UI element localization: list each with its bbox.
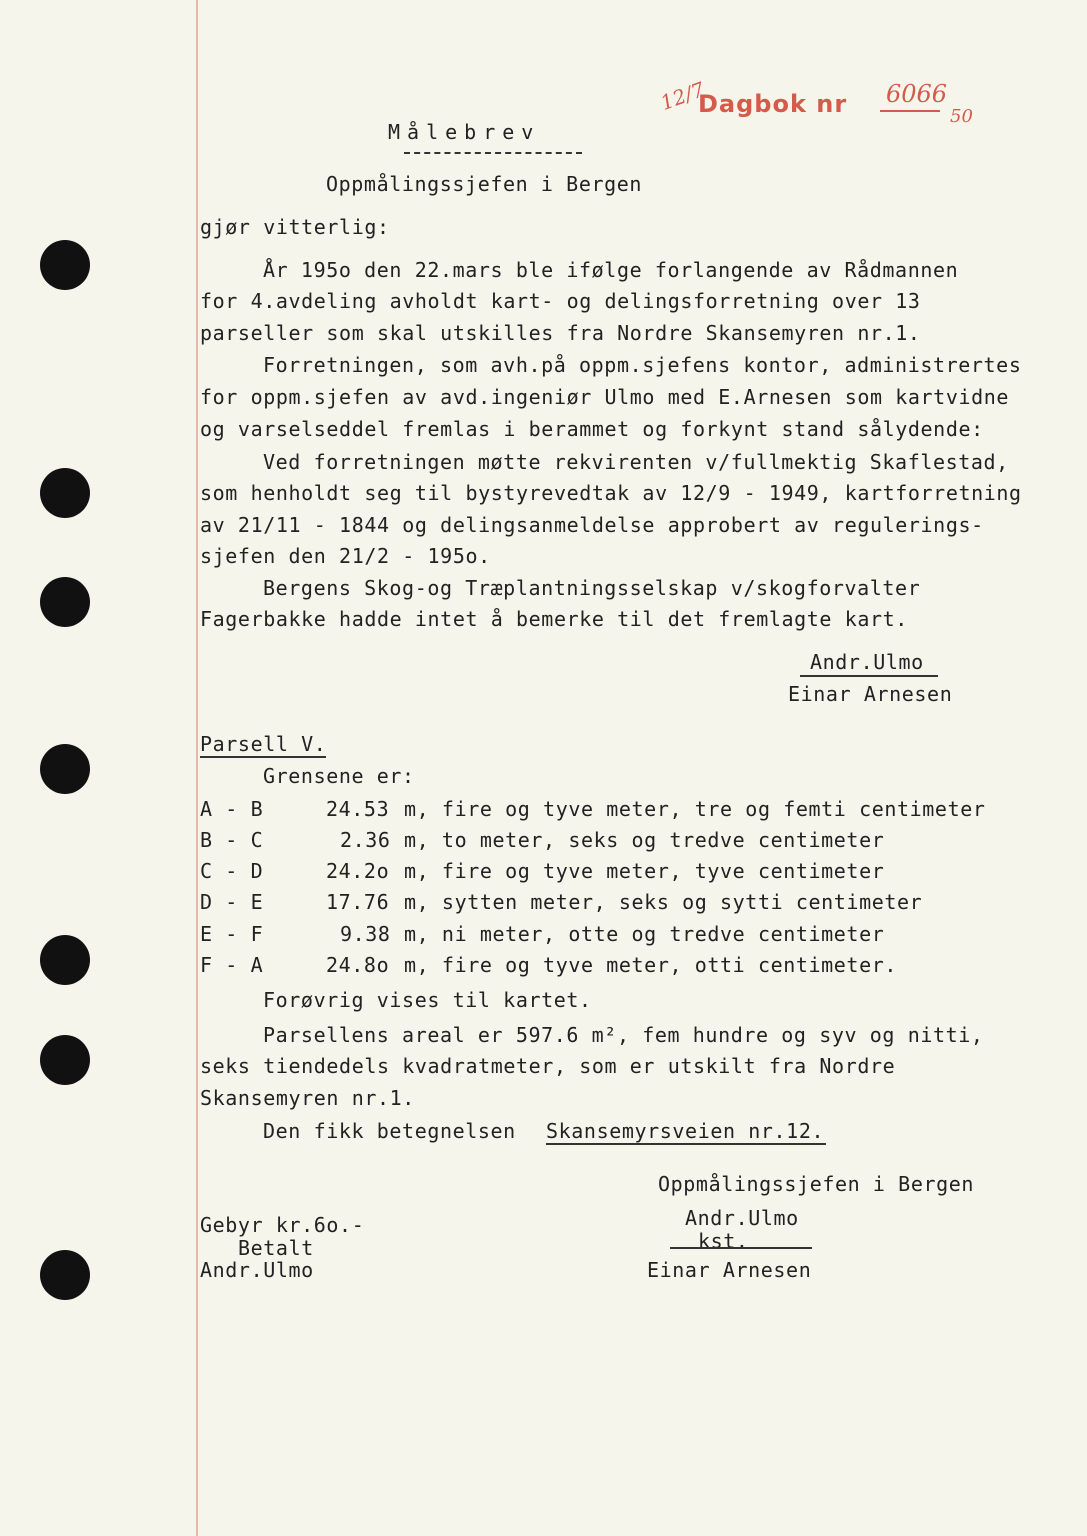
fee-line: Betalt: [238, 1236, 314, 1260]
signature-arnesen: Einar Arnesen: [788, 682, 953, 706]
fee-line: Andr.Ulmo: [200, 1258, 314, 1282]
boundary-text: m, fire og tyve meter, tyve centimeter: [404, 859, 885, 883]
boundary-segment: C - D: [200, 859, 264, 883]
stamp-underline: [880, 110, 940, 112]
boundary-text: m, ni meter, otte og tredve centimeter: [404, 922, 885, 946]
fee-line: Gebyr kr.6o.-: [200, 1213, 365, 1237]
signature-ulmo: Andr.Ulmo: [810, 650, 924, 674]
boundary-segment: E - F: [200, 922, 264, 946]
dagbok-stamp: [657, 77, 1000, 130]
area-line: Skansemyren nr.1.: [200, 1086, 415, 1110]
boundary-segment: B - C: [200, 828, 264, 852]
body-line: og varselseddel fremlas i berammet og forkynt stand sålydende:: [200, 417, 984, 441]
designation: Skansemyrsveien nr.12.: [546, 1119, 825, 1143]
boundary-length: 9.38: [340, 922, 391, 946]
body-line: for 4.avdeling avholdt kart- og delingsforretning over 13: [200, 289, 921, 313]
stamp-year: 50: [950, 106, 973, 127]
countersigner: Einar Arnesen: [647, 1258, 812, 1282]
body-line: År 195o den 22.mars ble ifølge forlangende av Rådmannen: [263, 258, 959, 282]
punch-hole: [40, 577, 90, 627]
punch-hole: [40, 1250, 90, 1300]
body-line: Fagerbakke hadde intet å bemerke til det fremlagte kart.: [200, 607, 908, 631]
boundary-text: m, fire og tyve meter, tre og femti centimeter: [404, 797, 986, 821]
body-line: Bergens Skog-og Træplantningsselskap v/skogforvalter: [263, 576, 921, 600]
parcel-heading: Parsell V.: [200, 732, 327, 756]
body-line: Forretningen, som avh.på oppm.sjefens kontor, administrertes: [263, 353, 1022, 377]
area-line: seks tiendedels kvadratmeter, som er utskilt fra Nordre: [200, 1054, 896, 1078]
map-note: Forøvrig vises til kartet.: [263, 988, 592, 1012]
body-line: av 21/11 - 1844 og delingsanmeldelse approbert av regulerings-: [200, 513, 984, 537]
stamp-number: 6066: [886, 80, 948, 108]
office-signature: Oppmålingssjefen i Bergen: [658, 1172, 975, 1196]
area-line: Parsellens areal er 597.6 m², fem hundre og syv og nitti,: [263, 1023, 984, 1047]
boundary-segment: A - B: [200, 797, 264, 821]
page-title: Målebrev: [388, 120, 541, 144]
boundary-segment: F - A: [200, 953, 264, 977]
boundary-text: m, sytten meter, seks og sytti centimeter: [404, 890, 923, 914]
stamp-date: 12/7: [657, 77, 708, 115]
signature-underline: [800, 675, 938, 677]
body-line: for oppm.sjefen av avd.ingeniør Ulmo med E.Arnesen som kartvidne: [200, 385, 1010, 409]
boundary-text: m, fire og tyve meter, otti centimeter.: [404, 953, 897, 977]
boundary-length: 17.76: [326, 890, 390, 914]
boundary-segment: D - E: [200, 890, 264, 914]
punch-hole: [40, 935, 90, 985]
punch-hole: [40, 744, 90, 794]
designation-underline: [546, 1143, 826, 1145]
body-line: som henholdt seg til bystyrevedtak av 12/9 - 1949, kartforretning: [200, 481, 1022, 505]
margin-line: [196, 0, 198, 1536]
kst-underline: [670, 1247, 812, 1249]
issuer: Oppmålingssjefen i Bergen: [326, 172, 643, 196]
punch-hole: [40, 468, 90, 518]
signer: Andr.Ulmo: [685, 1206, 799, 1230]
punch-hole: [40, 240, 90, 290]
parcel-heading-underline: [200, 756, 326, 758]
boundary-length: 24.8o: [326, 953, 390, 977]
body-line: Ved forretningen møtte rekvirenten v/fullmektig Skaflestad,: [263, 450, 1009, 474]
body-line: parseller som skal utskilles fra Nordre Skansemyren nr.1.: [200, 321, 921, 345]
intro: gjør vitterlig:: [200, 215, 390, 239]
kst: kst.: [698, 1229, 749, 1253]
boundaries-label: Grensene er:: [263, 764, 415, 788]
boundary-length: 2.36: [340, 828, 391, 852]
title-underline: [404, 152, 582, 154]
boundary-length: 24.53: [326, 797, 390, 821]
designation-prefix: Den fikk betegnelsen: [263, 1119, 516, 1143]
punch-hole: [40, 1035, 90, 1085]
boundary-text: m, to meter, seks og tredve centimeter: [404, 828, 885, 852]
body-line: sjefen den 21/2 - 195o.: [200, 544, 491, 568]
boundary-length: 24.2o: [326, 859, 390, 883]
stamp-label: Dagbok nr: [698, 90, 848, 118]
